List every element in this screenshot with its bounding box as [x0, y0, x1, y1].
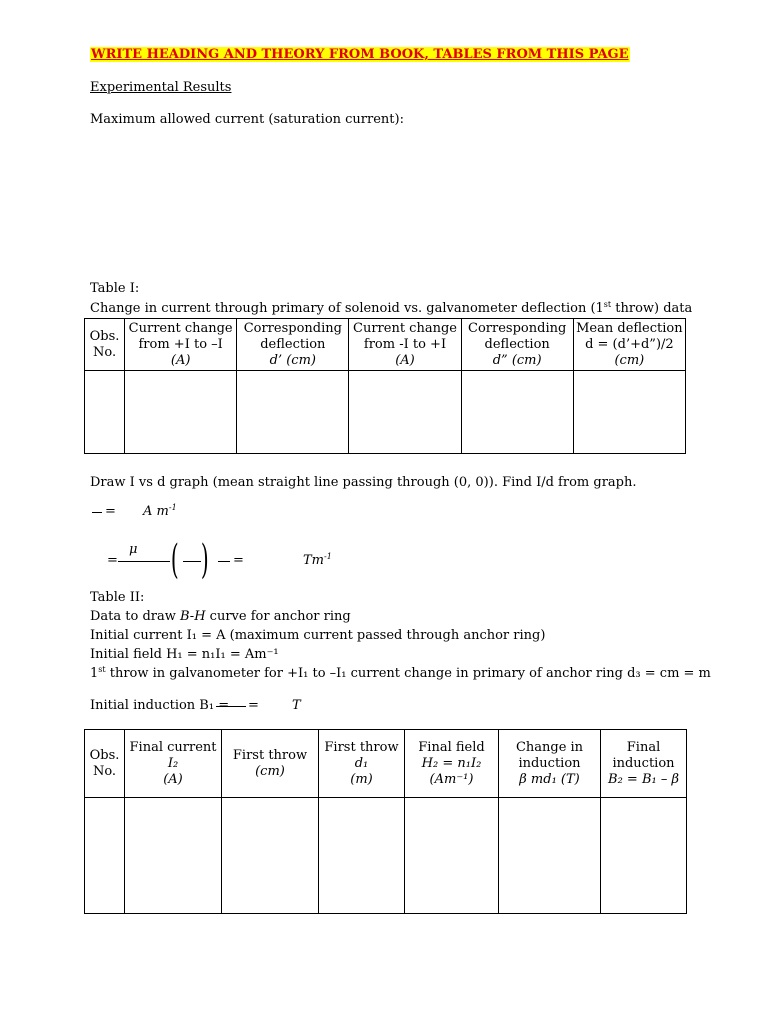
table-cell[interactable] — [319, 798, 405, 914]
eq2-paren-left: ( — [170, 537, 179, 583]
table-cell[interactable] — [349, 371, 461, 454]
table2 — [84, 729, 687, 914]
table-cell[interactable] — [573, 371, 685, 454]
eq1-unit-main: A m — [143, 504, 169, 519]
page-heading — [90, 47, 630, 63]
eq2-unit — [303, 553, 332, 569]
table1-caption — [90, 301, 692, 317]
table2-line5-pre: Initial induction B₁ = — [90, 698, 230, 713]
eq2-fraction-bar — [118, 561, 170, 562]
eq2-unit-sup: -1 — [324, 552, 332, 561]
table2-header-change-induction: Change in induction β md₁ (T) — [499, 730, 601, 798]
table-cell[interactable] — [222, 798, 319, 914]
table1-data-row — [85, 371, 686, 454]
table2-line5-eq: = — [248, 698, 259, 713]
table-cell[interactable] — [499, 798, 601, 914]
table1-header-row — [85, 319, 686, 371]
table-cell[interactable] — [601, 798, 687, 914]
table1-caption-sup: st — [603, 300, 612, 309]
table-cell[interactable] — [125, 798, 222, 914]
table1-header-obs: Obs. No. — [85, 319, 125, 371]
table2-header-first-throw-cm: First throw (cm) — [222, 730, 319, 798]
table2-header-row — [85, 730, 687, 798]
eq2-mu: μ — [129, 542, 138, 557]
graph-instruction: Draw I vs d graph (mean straight line passing through (0, 0)). Find I/d from graph. — [90, 475, 637, 490]
table2-line1: Data to draw B-H curve for anchor ring — [90, 609, 351, 624]
table2-line4: 1st throw in galvanometer for +I₁ to –I₁ current change in primary of anchor ring d₃ = cm = m — [90, 665, 711, 681]
table1-caption-post: throw) data — [611, 301, 693, 316]
eq2-equals-left: = — [107, 553, 118, 568]
table-cell[interactable] — [237, 371, 349, 454]
table2-header-first-throw-m: First throw d₁ (m) — [319, 730, 405, 798]
table2-line5-unit: T — [292, 698, 301, 713]
eq2-paren-right: ) — [200, 537, 209, 583]
table1-caption-pre: Change in current through primary of solenoid vs. galvanometer deflection (1 — [90, 301, 604, 316]
table2-line5-bar — [216, 706, 246, 707]
eq2-unit-main: Tm — [303, 553, 324, 568]
table1-label: Table I: — [90, 281, 140, 296]
eq1-unit — [143, 504, 177, 520]
table2-label: Table II: — [90, 590, 145, 605]
table1-header-deflection-2: Corresponding deflection d” (cm) — [461, 319, 573, 371]
table2-header-final-field: Final field H₂ = n₁I₂ (Am⁻¹) — [405, 730, 499, 798]
table2-header-final-induction: Final induction B₂ = B₁ – β — [601, 730, 687, 798]
table1-header-mean-deflection: Mean deflection d = (d’+d”)/2 (cm) — [573, 319, 685, 371]
table2-line3: Initial field H₁ = n₁I₁ = Am⁻¹ — [90, 647, 279, 662]
eq1-equals: = — [105, 504, 116, 519]
table-cell[interactable] — [85, 798, 125, 914]
eq2-equals-right: = — [233, 553, 244, 568]
table-cell[interactable] — [461, 371, 573, 454]
eq2-fraction-bar-2 — [218, 561, 230, 562]
section-title: Experimental Results — [90, 80, 232, 95]
eq1-unit-sup: -1 — [168, 503, 177, 512]
table1-header-current-change-2: Current change from -I to +I (A) — [349, 319, 461, 371]
table-cell[interactable] — [85, 371, 125, 454]
table2-line2: Initial current I₁ = A (maximum current passed through anchor ring) — [90, 628, 546, 643]
table1 — [84, 318, 686, 454]
table-cell[interactable] — [405, 798, 499, 914]
table-cell[interactable] — [125, 371, 237, 454]
heading-text: WRITE HEADING AND THEORY FROM BOOK, TABLES FROM THIS PAGE — [91, 47, 629, 62]
table2-header-final-current: Final current I₂ (A) — [125, 730, 222, 798]
eq2-inner-bar — [183, 561, 201, 562]
eq1-fraction-bar — [92, 512, 102, 513]
table2-header-obs: Obs. No. — [85, 730, 125, 798]
table1-header-deflection-1: Corresponding deflection d’ (cm) — [237, 319, 349, 371]
table2-data-row — [85, 798, 687, 914]
table1-header-current-change-1: Current change from +I to –I (A) — [125, 319, 237, 371]
max-current-label: Maximum allowed current (saturation current): — [90, 112, 404, 127]
